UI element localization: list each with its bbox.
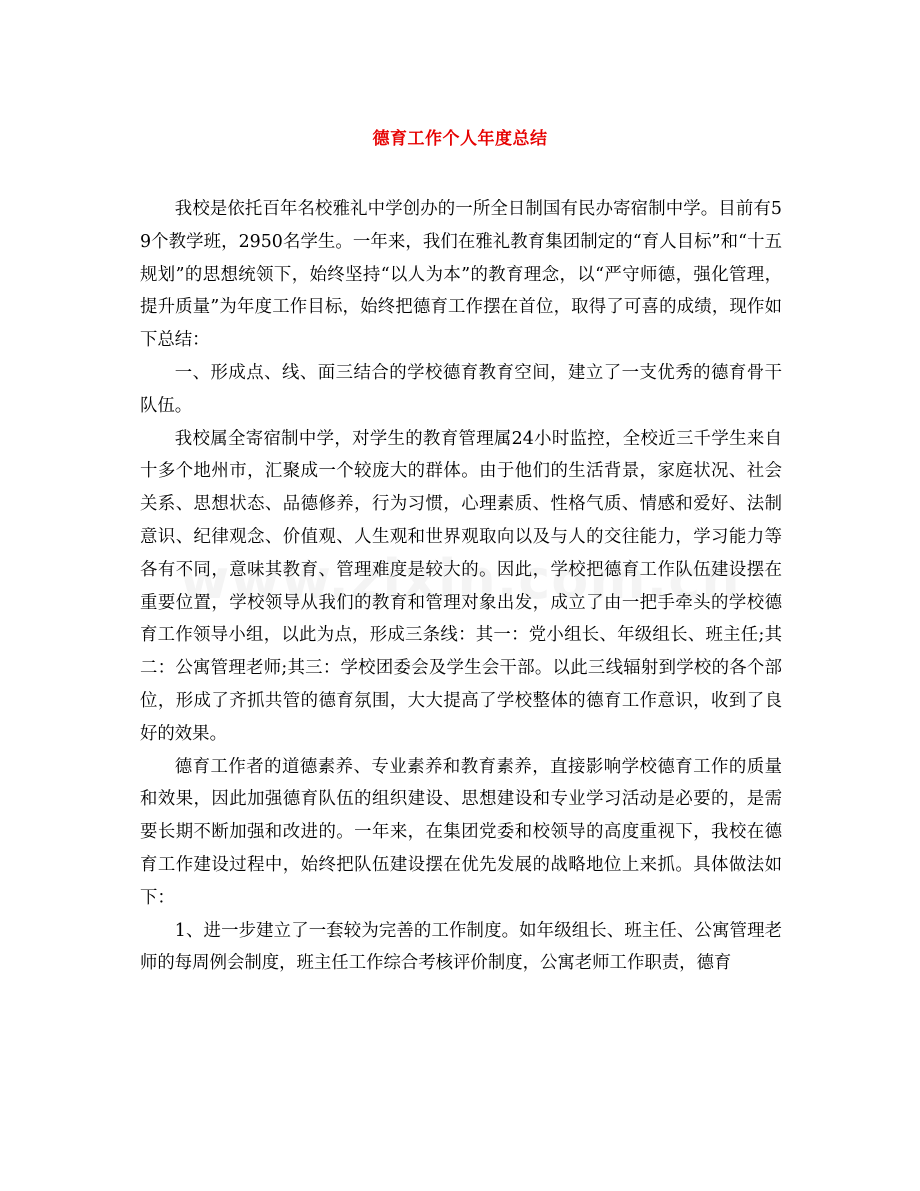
paragraph-intro: 我校是依托百年名校雅礼中学创办的一所全日制国有民办寄宿制中学。目前有59个教学班，2950名学生。一年来，我们在雅礼教育集团制定的“育人目标”和“十五规划”的思想统领下，始终坚持“以人为本”的教育理念，以“严守师德，强化管理，提升质量”为年度工作目标，始终把德育工作摆在首位，取得了可喜的成绩，现作如下总结： <box>140 199 782 351</box>
document-title: 德育工作个人年度总结 <box>372 129 548 149</box>
paragraph-item-1: 1、进一步建立了一套较为完善的工作制度。如年级组长、班主任、公寓管理老师的每周例会制度，班主任工作综合考核评价制度，公寓老师工作职责，德育 <box>140 920 782 974</box>
document-body <box>140 193 782 980</box>
paragraph-team-building: 德育工作者的道德素养、专业素养和教育素养，直接影响学校德育工作的质量和效果，因此加强德育队伍的组织建设、思想建设和专业学习活动是必要的，是需要长期不断加强和改进的。一年来，在集团党委和校领导的高度重视下，我校在德育工作建设过程中，始终把队伍建设摆在优先发展的战略地位上来抓。具体做法如下： <box>140 756 782 908</box>
paragraph-boarding-school: 我校属全寄宿制中学，对学生的教育管理属24小时监控，全校近三千学生来自十多个地州市，汇聚成一个较庞大的群体。由于他们的生活背景，家庭状况、社会关系、思想状态、品德修养，行为习惯，心理素质、性格气质、情感和爱好、法制意识、纪律观念、价值观、人生观和世界观取向以及与人的交往能力，学习能力等各有不同，意味其教育、管理难度是较大的。因此，学校把德育工作队伍建设摆在重要位置，学校领导从我们的教育和管理对象出发，成立了由一把手牵头的学校德育工作领导小组，以此为点，形成三条线：其一：党小组长、年级组长、班主任;其二：公寓管理老师;其三：学校团委会及学生会干部。以此三线辐射到学校的各个部位，形成了齐抓共管的德育氛围，大大提高了学校整体的德育工作意识，收到了良好的效果。 <box>140 428 782 744</box>
paragraph-section-1-heading: 一、形成点、线、面三结合的学校德育教育空间，建立了一支优秀的德育骨干队伍。 <box>140 362 782 416</box>
